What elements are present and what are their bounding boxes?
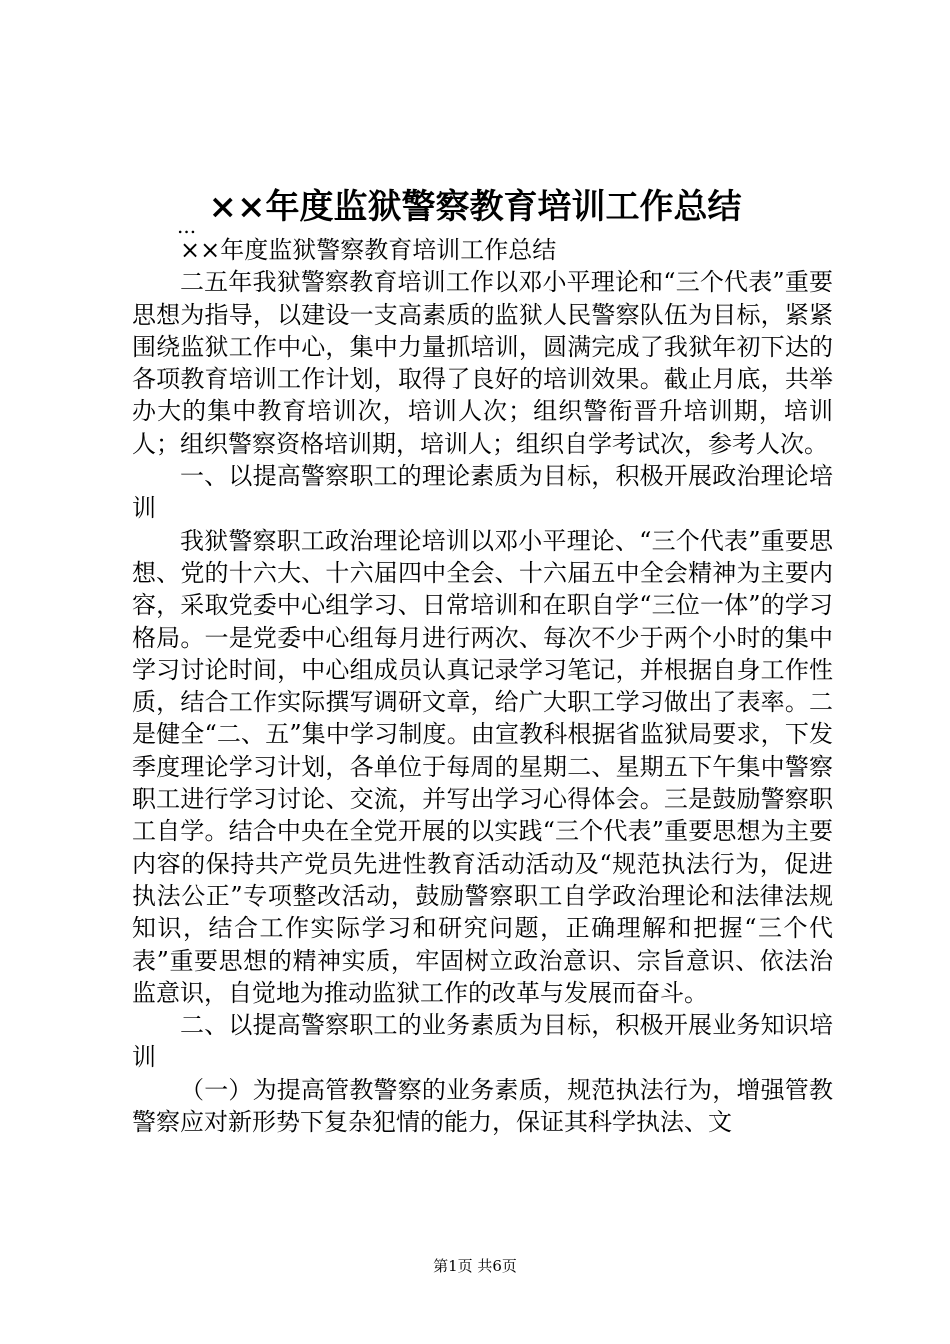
ellipsis-marker: ... — [177, 214, 197, 238]
section-heading-2: 二、以提高警察职工的业务素质为目标，积极开展业务知识培训 — [132, 1011, 833, 1072]
document-title: ××年度监狱警察教育培训工作总结 — [208, 187, 742, 227]
paragraph-section-1: 我狱警察职工政治理论培训以邓小平理论、“三个代表”重要思想、党的十六大、十六届四中全会、十六届五中全会精神为主要内容，采取党委中心组学习、日常培训和在职自学“三位一体”的学习格局。一是党委中心组每月进行两次、每次不少于两个小时的集中学习讨论时间，中心组成员认真记录学习笔记，并根据自身工作性质，结合工作实际撰写调研文章，给广大职工学习做出了表率。二是健全“二、五”集中学习制度。由宣教科根据省监狱局要求，下发季度理论学习计划，各单位于每周的星期二、星期五下午集中警察职工进行学习讨论、交流，并写出学习心得体会。三是鼓励警察职工自学。结合中央在全党开展的以实践“三个代表”重要思想为主要内容的保持共产党员先进性教育活动活动及“规范执法行为，促进执法公正”专项整改活动，鼓励警察职工自学政治理论和法律法规知识，结合工作实际学习和研究问题，正确理解和把握“三个代表”重要思想的精神实质，牢固树立政治意识、宗旨意识、依法治监意识，自觉地为推动监狱工作的改革与发展而奋斗。 — [132, 526, 833, 1007]
section-heading-1: 一、以提高警察职工的理论素质为目标，积极开展政治理论培训 — [132, 462, 833, 523]
page-number-footer: 第1页 共6页 — [433, 1257, 517, 1275]
document-body — [132, 234, 833, 1138]
paragraph-section-2-item-1: （一）为提高管教警察的业务素质，规范执法行为，增强管教警察应对新形势下复杂犯情的能力，保证其科学执法、文 — [132, 1075, 833, 1137]
document-subtitle: ××年度监狱警察教育培训工作总结 — [180, 236, 557, 264]
paragraph-intro: 二五年我狱警察教育培训工作以邓小平理论和“三个代表”重要思想为指导，以建设一支高素质的监狱人民警察队伍为目标，紧紧围绕监狱工作中心，集中力量抓培训，圆满完成了我狱年初下达的各项教育培训工作计划，取得了良好的培训效果。截止月底，共举办大的集中教育培训次，培训人次；组织警衔晋升培训期，培训人；组织警察资格培训期，培训人；组织自学考试次，参考人次。 — [132, 268, 833, 458]
